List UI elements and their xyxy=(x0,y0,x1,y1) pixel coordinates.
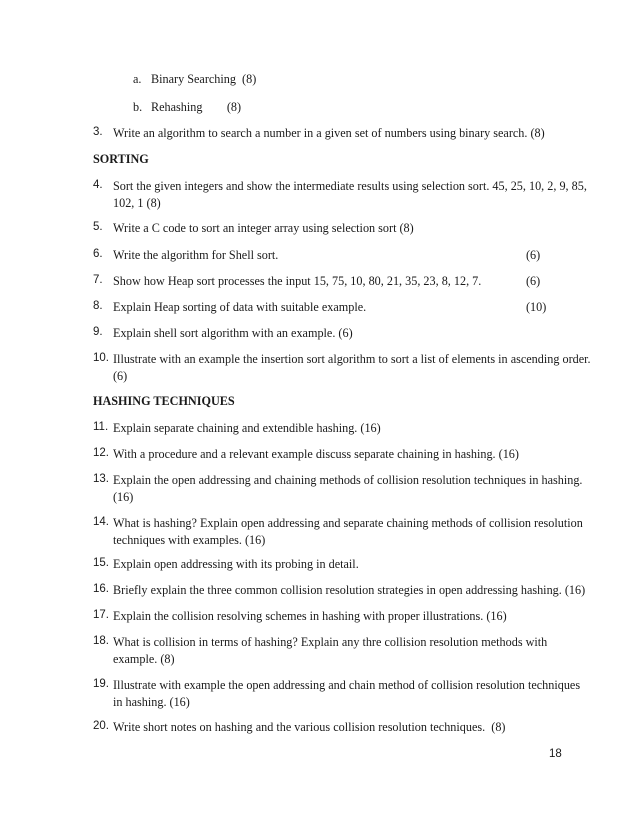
page-number: 18 xyxy=(549,748,562,760)
question-text: Explain shell sort algorithm with an example. (6) xyxy=(113,326,353,340)
question-text: Explain Heap sorting of data with suitable example. xyxy=(113,300,367,314)
question-text: Briefly explain the three common collision resolution strategies in open addressing hashing. (16) xyxy=(113,583,586,597)
question-number: 8. xyxy=(93,300,103,312)
question-number: 7. xyxy=(93,274,103,286)
question-text: Explain separate chaining and extendible hashing. (16) xyxy=(113,421,381,435)
question-number: 3. xyxy=(93,126,103,138)
question-text: What is hashing? Explain open addressing and separate chaining methods of collision resolution xyxy=(113,516,583,530)
question-text: Sort the given integers and show the intermediate results using selection sort. 45, 25, 10, 2, 9, 85, xyxy=(113,179,587,193)
sub-item-letter: b. xyxy=(133,100,143,114)
question-number: 9. xyxy=(93,326,103,338)
question-text: 102, 1 (8) xyxy=(113,196,161,210)
question-text: Write the algorithm for Shell sort. xyxy=(113,248,279,262)
question-text: Write a C code to sort an integer array using selection sort (8) xyxy=(113,221,414,235)
question-number: 19. xyxy=(93,678,109,690)
question-marks: (6) xyxy=(526,248,541,262)
question-text: Illustrate with an example the insertion sort algorithm to sort a list of elements in ascending order. xyxy=(113,352,591,366)
question-text: With a procedure and a relevant example discuss separate chaining in hashing. (16) xyxy=(113,447,519,461)
question-text: Write short notes on hashing and the various collision resolution techniques. (8) xyxy=(113,720,506,734)
sub-item-text: Rehashing (8) xyxy=(151,100,242,114)
question-text: Explain open addressing with its probing in detail. xyxy=(113,557,359,571)
question-number: 14. xyxy=(93,516,109,528)
question-number: 16. xyxy=(93,583,109,595)
question-number: 15. xyxy=(93,557,109,569)
question-number: 5. xyxy=(93,221,103,233)
question-text: Illustrate with example the open addressing and chain method of collision resolution techniques xyxy=(113,678,581,692)
question-text: example. (8) xyxy=(113,652,175,666)
question-number: 6. xyxy=(93,248,103,260)
question-marks: (6) xyxy=(526,274,541,288)
sub-item-text: Binary Searching (8) xyxy=(151,72,257,86)
question-number: 17. xyxy=(93,609,109,621)
sub-item-letter: a. xyxy=(133,72,142,86)
question-text: techniques with examples. (16) xyxy=(113,533,266,547)
question-number: 10. xyxy=(93,352,109,364)
question-text: Explain the open addressing and chaining methods of collision resolution techniques in hashing. xyxy=(113,473,583,487)
question-text: Show how Heap sort processes the input 15, 75, 10, 80, 21, 35, 23, 8, 12, 7. xyxy=(113,274,482,288)
question-text: Write an algorithm to search a number in a given set of numbers using binary search. (8) xyxy=(113,126,545,140)
question-text: (16) xyxy=(113,490,134,504)
question-text: in hashing. (16) xyxy=(113,695,190,709)
question-number: 4. xyxy=(93,179,103,191)
question-number: 20. xyxy=(93,720,109,732)
section-heading-sorting: SORTING xyxy=(93,152,149,166)
question-text: What is collision in terms of hashing? Explain any thre collision resolution methods with xyxy=(113,635,548,649)
question-marks: (10) xyxy=(526,300,547,314)
question-text: Explain the collision resolving schemes in hashing with proper illustrations. (16) xyxy=(113,609,507,623)
question-number: 11. xyxy=(93,421,109,433)
question-number: 12. xyxy=(93,447,109,459)
question-number: 13. xyxy=(93,473,109,485)
question-number: 18. xyxy=(93,635,109,647)
section-heading-hashing: HASHING TECHNIQUES xyxy=(93,394,235,408)
question-text: (6) xyxy=(113,369,128,383)
